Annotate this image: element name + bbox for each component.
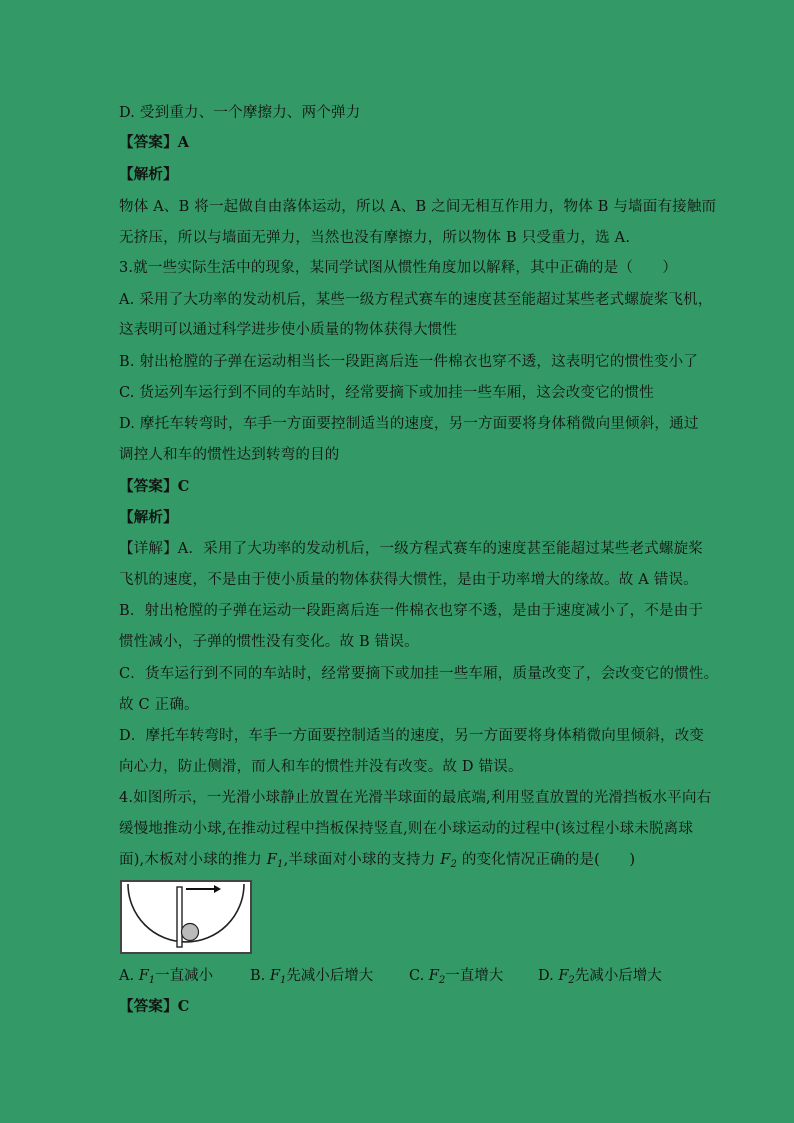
- q4-choice-d: D. $F_2$先减小后增大: [538, 968, 662, 986]
- small-ball: [182, 924, 199, 941]
- q4-choice-a: A. $F_1$一直减小: [119, 968, 214, 986]
- q2-option-d: D. 受到重力、一个摩擦力、两个弹力: [119, 105, 361, 121]
- q3-detail-line-1: 【详解】A．采用了大功率的发动机后，一级方程式赛车的速度甚至能超过某些老式螺旋桨: [119, 541, 703, 557]
- q3-option-c: C. 货运列车运行到不同的车站时，经常要摘下或加挂一些车厢，这会改变它的惯性: [119, 385, 654, 401]
- q3-detail-line-8: 向心力，防止侧滑，而人和车的惯性并没有改变。故 D 错误。: [119, 759, 523, 775]
- q3-option-d-line-1: D. 摩托车转弯时，车手一方面要控制适当的速度，另一方面要将身体稍微向里倾斜，通过: [119, 416, 699, 432]
- q4-answer: 【答案】C: [119, 998, 190, 1015]
- q3-analysis-heading: 【解析】: [119, 509, 178, 526]
- q3-option-a-line-2: 这表明可以通过科学进步使小质量的物体获得大惯性: [119, 322, 458, 338]
- f2-symbol: $F_2$: [440, 852, 458, 870]
- q3-answer: 【答案】C: [119, 478, 190, 495]
- f2-symbol: $F_2$: [558, 968, 575, 986]
- q3-detail-line-7: D．摩托车转弯时，车手一方面要控制适当的速度，另一方面要将身体稍微向里倾斜，改变: [119, 728, 705, 744]
- q4-stem-line-3-pre: 面),木板对小球的推力: [119, 852, 267, 868]
- q3-stem: 3.就一些实际生活中的现象，某同学试图从惯性角度加以解释，其中正确的是（ ）: [119, 260, 678, 276]
- q2-analysis-line-2: 无挤压，所以与墙面无弹力，当然也没有摩擦力，所以物体 B 只受重力，选 A.: [119, 230, 631, 246]
- q3-detail-line-6: 故 C 正确。: [119, 697, 199, 713]
- q3-detail-line-3: B．射出枪膛的子弹在运动一段距离后连一件棉衣也穿不透，是由于速度减小了，不是由于: [119, 603, 704, 619]
- q2-answer: 【答案】A: [119, 134, 190, 151]
- q4-stem-line-1: 4.如图所示，一光滑小球静止放置在光滑半球面的最底端,利用竖直放置的光滑挡板水平向右: [119, 790, 712, 806]
- q4-choice-b: B. $F_1$先减小后增大: [250, 968, 374, 986]
- f2-symbol: $F_2$: [428, 968, 446, 986]
- q3-option-b: B. 射出枪膛的子弹在运动相当长一段距离后连一件棉衣也穿不透，这表明它的惯性变小了: [119, 354, 699, 370]
- hemisphere-diagram-svg: [122, 882, 250, 952]
- f1-symbol: $F_1$: [266, 852, 284, 870]
- q4-stem-line-2: 缓慢地推动小球,在推动过程中挡板保持竖直,则在小球运动的过程中(该过程小球未脱离球: [119, 821, 694, 837]
- q3-detail-line-2: 飞机的速度，不是由于使小质量的物体获得大惯性，是由于功率增大的缘故。故 A 错误。: [119, 572, 698, 588]
- vertical-baffle: [177, 887, 182, 947]
- q4-stem-line-3-post: 的变化情况正确的是( ): [457, 852, 636, 868]
- q3-detail-line-5: C．货车运行到不同的车站时，经常要摘下或加挂一些车厢，质量改变了，会改变它的惯性。: [119, 666, 719, 682]
- push-arrow-head-icon: [214, 885, 221, 893]
- f1-symbol: $F_1$: [269, 968, 287, 986]
- q3-option-d-line-2: 调控人和车的惯性达到转弯的目的: [119, 447, 340, 463]
- q2-analysis-line-1: 物体 A、B 将一起做自由落体运动，所以 A、B 之间无相互作用力，物体 B 与墙面有接触而: [119, 199, 717, 215]
- q2-analysis-heading: 【解析】: [119, 166, 178, 183]
- f1-symbol: $F_1$: [138, 968, 156, 986]
- hemisphere-diagram: [120, 880, 252, 954]
- q4-stem-line-3: [119, 850, 635, 875]
- q4-stem-line-3-mid: ,半球面对小球的支持力: [283, 852, 441, 868]
- q3-option-a-line-1: A. 采用了大功率的发动机后，某些一级方程式赛车的速度甚至能超过某些老式螺旋桨飞机，: [119, 292, 713, 308]
- q4-choice-c: C. $F_2$一直增大: [409, 968, 504, 986]
- q3-detail-line-4: 惯性减小，子弹的惯性没有变化。故 B 错误。: [119, 634, 419, 650]
